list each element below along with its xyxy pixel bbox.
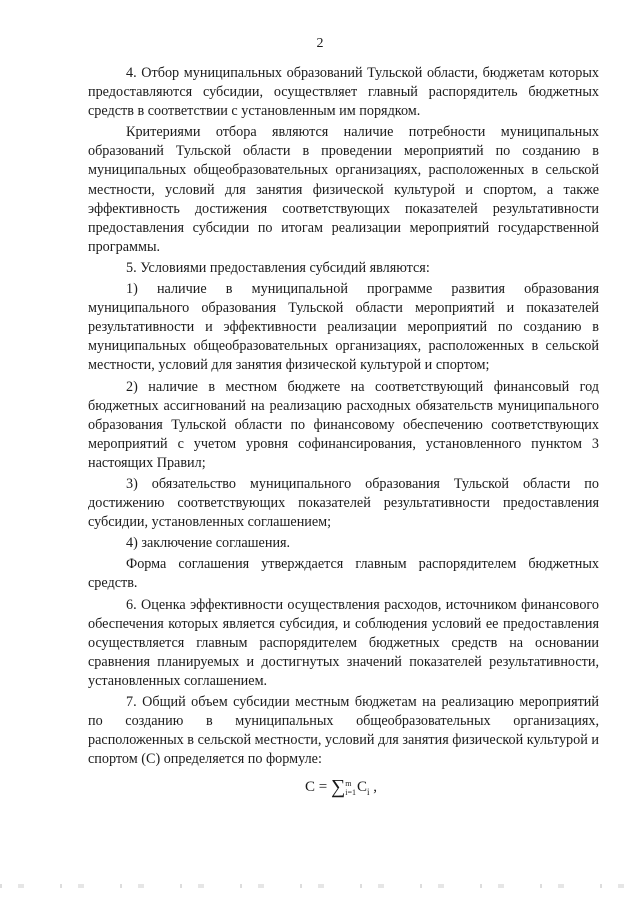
paragraph: 3) обязательство муниципального образования Тульской области по достижению соответствующих показателей результативности предоставления субсидии, установленных соглашением; [88,475,599,531]
sum-formula [305,776,377,799]
sum-limits [345,779,356,797]
scan-artifact-strip [0,884,640,888]
sum-upper-limit: m [345,779,352,788]
sigma-symbol: ∑ [330,776,346,798]
paragraph: 5. Условиями предоставления субсидий являются: [126,259,430,276]
formula-equals: = [318,779,328,795]
paragraph: 2) наличие в местном бюджете на соответствующий финансовый год бюджетных ассигнований на реализацию расходных обязательств муниципального образования Тульской области по финансовому обеспечению соответствующих мероприятий с учетом уровня софинансирования, установленного пунктом 3 настоящих Правил; [88,378,599,471]
page-number: 2 [316,36,324,51]
sum-lower-limit: i=1 [345,788,356,797]
paragraph: 4. Отбор муниципальных образований Тульской области, бюджетам которых предоставляются субсидии, осуществляет главный распорядитель бюджетных средств в соответствии с установленным им порядком. [88,65,599,120]
paragraph: 7. Общий объем субсидии местным бюджетам на реализацию мероприятий по созданию в муниципальных общеобразовательных организациях, расположенных в сельской местности, условий для занятия физической культурой и спортом (С) определяется по формуле: [88,694,599,768]
paragraph: 1) наличие в муниципальной программе развития образования муниципального образования Тульской области мероприятий и показателей результативности и эффективности реализации мероприятий по созданию в муниципальных общеобразовательных организациях, расположенных в сельской местности, условий для занятия физической культурой и спортом; [88,281,599,374]
formula-comma: , [373,779,378,795]
paragraph: 4) заключение соглашения. [126,535,291,552]
formula-lhs: C [305,779,316,795]
paragraph: 6. Оценка эффективности осуществления расходов, источником финансового обеспечения которых является субсидия, и соблюдения условий ее предоставления осуществляется главным распорядителем бюджетных средств на основании сравнения планируемых и достигнутых значений показателей результативности, установленных соглашением. [88,596,599,689]
paragraph: Форма соглашения утверждается главным распорядителем бюджетных средств. [88,556,599,592]
formula-term: C [356,779,367,795]
paragraph: Критериями отбора являются наличие потребности муниципальных образований Тульской области в проведении мероприятий по созданию в муниципальных общеобразовательных организациях, расположенных в сельской местности, условий для занятия физической культурой и спортом, а также эффективность достижения соответствующих показателей результативности предоставления субсидии по итогам реализации мероприятий государственной программы. [88,124,599,255]
document-body [88,64,599,771]
formula-term-index: i [367,787,370,797]
